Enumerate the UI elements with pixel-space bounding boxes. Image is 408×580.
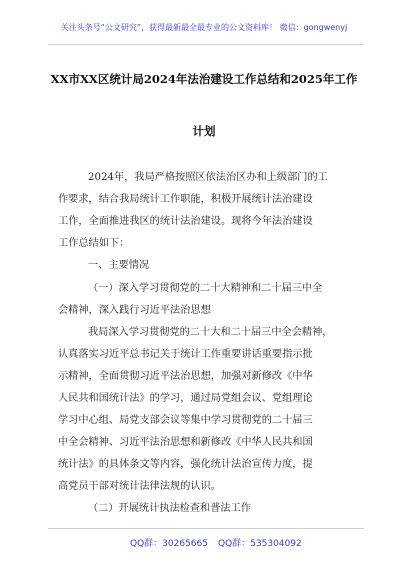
paragraph-line: 人民共和国统计法》的学习，通过局党组会议、党组理论 bbox=[58, 393, 313, 404]
footer-qq-group-2: QQ群：535304092 bbox=[218, 539, 302, 549]
paragraph-line: 统计法》的具体条文等内容，强化统计法治宣传力度，提 bbox=[58, 459, 313, 470]
document-title-line-1: XX市XX区统计局2024年法治建设工作总结和2025年工作 bbox=[50, 72, 358, 86]
subsection-heading: （一）深入学习贯彻党的二十大精神和二十届三中全 bbox=[88, 283, 323, 294]
footer-qq-group-1: QQ群：30265665 bbox=[130, 539, 208, 549]
paragraph-line: 高党员干部对统计法律法规的认识。 bbox=[58, 481, 221, 492]
paragraph-line: 我局深入学习贯彻党的二十大和二十届三中全会精神， bbox=[88, 327, 333, 338]
paragraph-line: 示精神，全面贯彻习近平法治思想，加强对新修改《中华 bbox=[58, 371, 313, 382]
paragraph-line: 工作总结如下： bbox=[58, 238, 130, 249]
paragraph-line: 学习中心组、局党支部会议等集中学习贯彻党的二十届三 bbox=[58, 415, 313, 426]
paragraph-line: 中全会精神、习近平法治思想和新修改《中华人民共和国 bbox=[58, 437, 313, 448]
subsection-heading: （二）开展统计执法检查和普法工作 bbox=[88, 503, 251, 514]
footer-divider bbox=[48, 528, 364, 529]
header-promo-note: 关注头条号“公文研究”，获得最新最全最专业的公文资料库！ 微信：gongwenyj bbox=[60, 23, 348, 32]
paragraph-line: 作要求，结合我局统计工作职能，积极开展统计法治建设 bbox=[58, 194, 313, 205]
document-title-line-2: 计划 bbox=[192, 124, 216, 138]
paragraph-line: 认真落实习近平总书记关于统计工作重要讲话重要指示批 bbox=[58, 349, 313, 360]
paragraph-line: 2024年，我局严格按照区依法治区办和上级部门的工 bbox=[88, 172, 328, 183]
paragraph-line: 工作，全面推进我区的统计法治建设。现将今年法治建设 bbox=[58, 216, 313, 227]
section-heading: 一、主要情况 bbox=[88, 260, 150, 271]
header-divider bbox=[48, 44, 364, 45]
subsection-heading-cont: 会精神，深入践行习近平法治思想 bbox=[58, 305, 211, 316]
